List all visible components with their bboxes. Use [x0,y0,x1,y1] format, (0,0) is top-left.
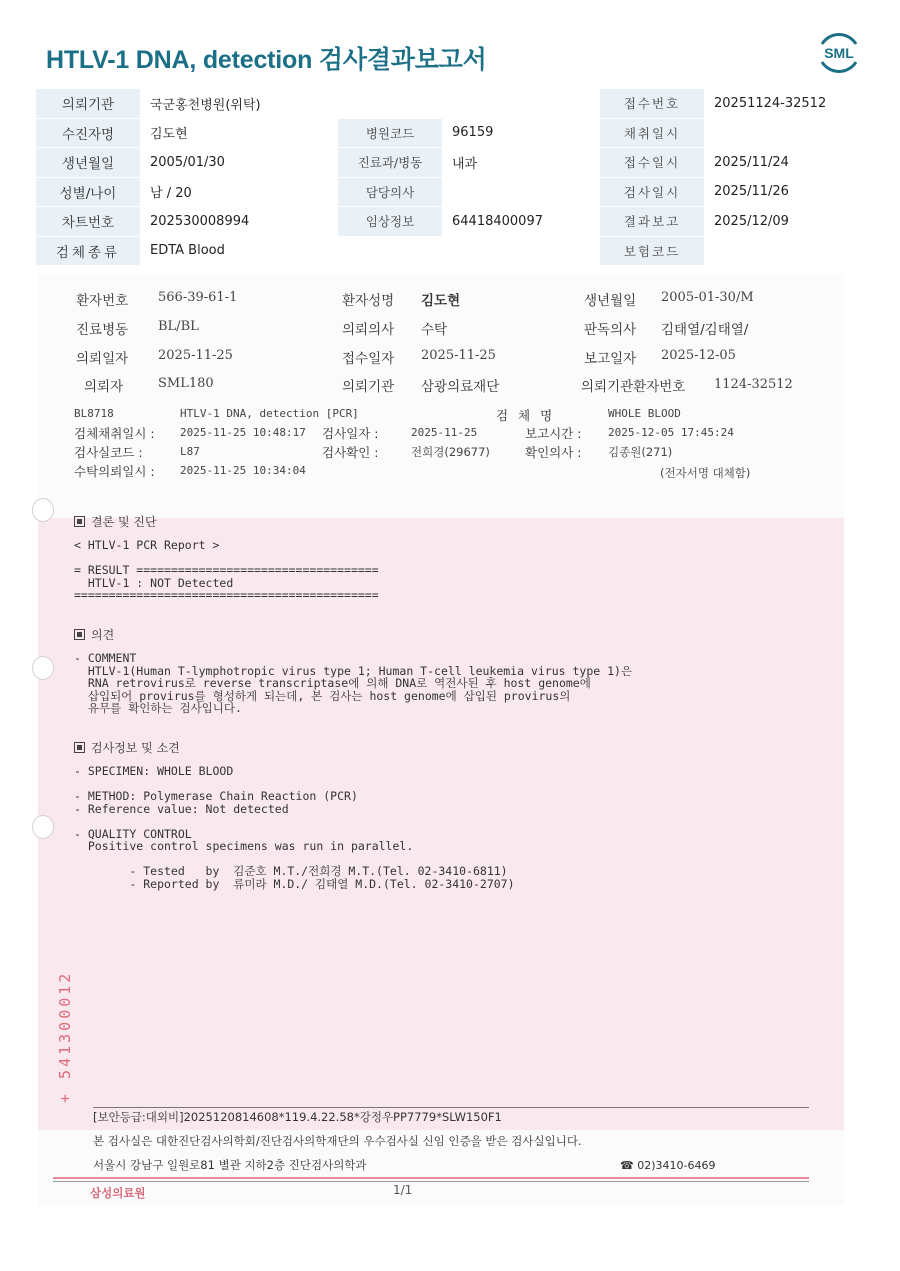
info-row [36,118,864,148]
info-value-v2 [442,236,600,266]
section-opinion [74,626,114,643]
value-repdate: 2025-12-05 [661,348,736,363]
footer-rule [93,1107,809,1108]
info-value-v1: 김도현 [140,118,338,148]
label-testdate: 검사일자 : [322,426,379,441]
label-patno: 환자번호 [76,293,129,309]
value-confirmdoc: 김종원(271) [608,445,673,459]
label-recdate: 접수일자 [342,351,395,367]
value-reqdate: 2025-11-25 [158,348,233,363]
sml-logo [814,30,864,76]
info-row [36,148,864,178]
report-title: HTLV-1 DNA, detection 검사결과보고서 [46,46,487,74]
test-name: HTLV-1 DNA, detection [PCR] [180,407,359,420]
footer-security: [보안등급:대외비]2025120814608*119.4.22.58*강정우PP7779*SLW150F1 [93,1110,502,1124]
info-table [36,89,864,266]
value-reqdoc: 수탁 [421,322,448,338]
logo-text: SML [824,45,854,61]
section-conclusion-title: 결론 및 진단 [91,515,157,529]
punch-hole [32,656,54,680]
info-value-v3: 20251124-32512 [704,89,864,118]
label-confirmdoc: 확인의사 : [525,445,582,460]
footer-phone: ☎ 02)3410-6469 [620,1159,716,1172]
value-dob: 2005-01-30/M [661,290,754,305]
info-label-l3: 보험코드 [600,236,704,266]
info-label-l2: 담당의사 [338,177,442,207]
info-value-v1: EDTA Blood [140,236,338,266]
info-value-v1: 남 / 20 [140,177,338,207]
label-reqorgpt: 의뢰기관환자번호 [581,379,686,395]
conclusion-body: < HTLV-1 PCR Report > = RESULT =================================== HTLV-1 : NOT Detected ============================================ [74,538,379,602]
info-value-v1: 202530008994 [140,207,338,237]
info-label-l1: 검체종류 [36,236,140,266]
info-label-l1: 수진자명 [36,118,140,148]
label-name: 환자성명 [342,293,395,309]
info-label-l3: 검사일시 [600,177,704,207]
value-specimen: WHOLE BLOOD [608,407,681,420]
info-body: - SPECIMEN: WHOLE BLOOD - METHOD: Polymerase Chain Reaction (PCR) - Reference value: Not detected - QUALITY CONTROL Positive control specimens was run in parallel. - Tested by 김준호 M.T./전희경 M.T.(Tel. 02-3410-6811) - Reported by 류미라 M.D./ 김태열 M.D.(Tel. 02-3410-2707) [74,764,515,891]
value-reptime: 2025-12-05 17:45:24 [608,426,734,439]
hospital-name: 삼성의료원 [90,1186,146,1200]
info-row [36,177,864,207]
scanned-report [38,273,844,1205]
label-room: 검사실코드 : [74,445,143,460]
info-row [36,89,864,118]
label-reptime: 보고시간 : [525,426,582,441]
esign-note: (전자서명 대체함) [660,466,751,480]
footer-gray-rule [53,1181,809,1182]
label-dob: 생년월일 [584,293,637,309]
page-number: 1/1 [393,1183,413,1197]
test-code: BL8718 [74,407,114,420]
info-label-l1: 성별/나이 [36,177,140,207]
side-serial-number: + 541300012 [56,970,74,1103]
section-info [74,739,180,756]
section-opinion-title: 의견 [91,628,115,642]
info-value-v2: 96159 [442,118,600,148]
value-readdoc: 김태열/김태열/ [661,322,749,338]
info-label-l3: 채취일시 [600,118,704,148]
value-reqorg: 삼광의료재단 [421,379,500,395]
label-reqorg: 의뢰기관 [342,379,395,395]
opinion-body: - COMMENT HTLV-1(Human T-lymphotropic virus type 1; Human T-cell leukemia virus type 1)은 RNA retrovirus로 reverse transcriptase에 의해 DNA로 역전사된 후 host genome에 삽입되어 provirus를 형성하게 되는데, 본 검사는 host genome에 삽입된 provirus의 유무를 확인하는 검사입니다. [74,651,633,715]
info-value-v3 [704,236,864,266]
info-value-v3 [704,118,864,148]
info-label-l3: 접수일시 [600,148,704,178]
label-consign: 수탁의뢰일시 : [74,464,155,479]
punch-hole [32,815,54,839]
label-specimen: 검 체 명 [496,408,556,423]
label-confirm: 검사확인 : [322,445,379,460]
info-label-l2 [338,236,442,266]
info-label-l1: 의뢰기관 [36,89,140,118]
info-value-v3: 2025/11/24 [704,148,864,178]
info-row [36,207,864,237]
value-consign: 2025-11-25 10:34:04 [180,464,306,477]
info-value-v2 [442,177,600,207]
value-testdate: 2025-11-25 [411,426,478,439]
label-readdoc: 판독의사 [584,322,637,338]
section-conclusion [74,513,157,530]
info-value-v3: 2025/11/26 [704,177,864,207]
value-reqorgpt: 1124-32512 [714,377,793,392]
label-collect: 검체채취일시 : [74,426,155,441]
section-info-title: 검사정보 및 소견 [91,741,180,755]
info-value-v1: 국군홍천병원(위탁) [140,89,338,118]
label-requester: 의뢰자 [84,379,124,395]
value-confirm: 전희경(29677) [411,445,490,459]
info-value-v1: 2005/01/30 [140,148,338,178]
value-name: 김도현 [421,293,461,309]
info-label-l1: 차트번호 [36,207,140,237]
footer-cert: 본 검사실은 대한진단검사의학회/진단검사의학재단의 우수검사실 신임 인증을 받은 검사실입니다. [93,1134,582,1148]
footer-address: 서울시 강남구 일원로81 별관 지하2층 진단검사의학과 [93,1158,367,1172]
info-label-l2: 병원코드 [338,118,442,148]
info-label-l1: 생년월일 [36,148,140,178]
info-value-v2: 64418400097 [442,207,600,237]
label-reqdoc: 의뢰의사 [342,322,395,338]
value-requester: SML180 [158,376,214,391]
info-label-l2: 임상정보 [338,207,442,237]
info-label-l2 [338,89,442,118]
value-collect: 2025-11-25 10:48:17 [180,426,306,439]
info-value-v2 [442,89,600,118]
label-reqdate: 의뢰일자 [76,351,129,367]
value-recdate: 2025-11-25 [421,348,496,363]
label-repdate: 보고일자 [584,351,637,367]
label-ward: 진료병동 [76,322,129,338]
value-ward: BL/BL [158,319,199,334]
info-label-l3: 결과보고 [600,207,704,237]
punch-hole [32,498,54,522]
info-label-l3: 접수번호 [600,89,704,118]
footer-pink-rule [53,1177,809,1179]
info-value-v3: 2025/12/09 [704,207,864,237]
info-row [36,236,864,266]
value-patno: 566-39-61-1 [158,290,238,305]
info-label-l2: 진료과/병동 [338,148,442,178]
value-room: L87 [180,445,200,458]
info-value-v2: 내과 [442,148,600,178]
